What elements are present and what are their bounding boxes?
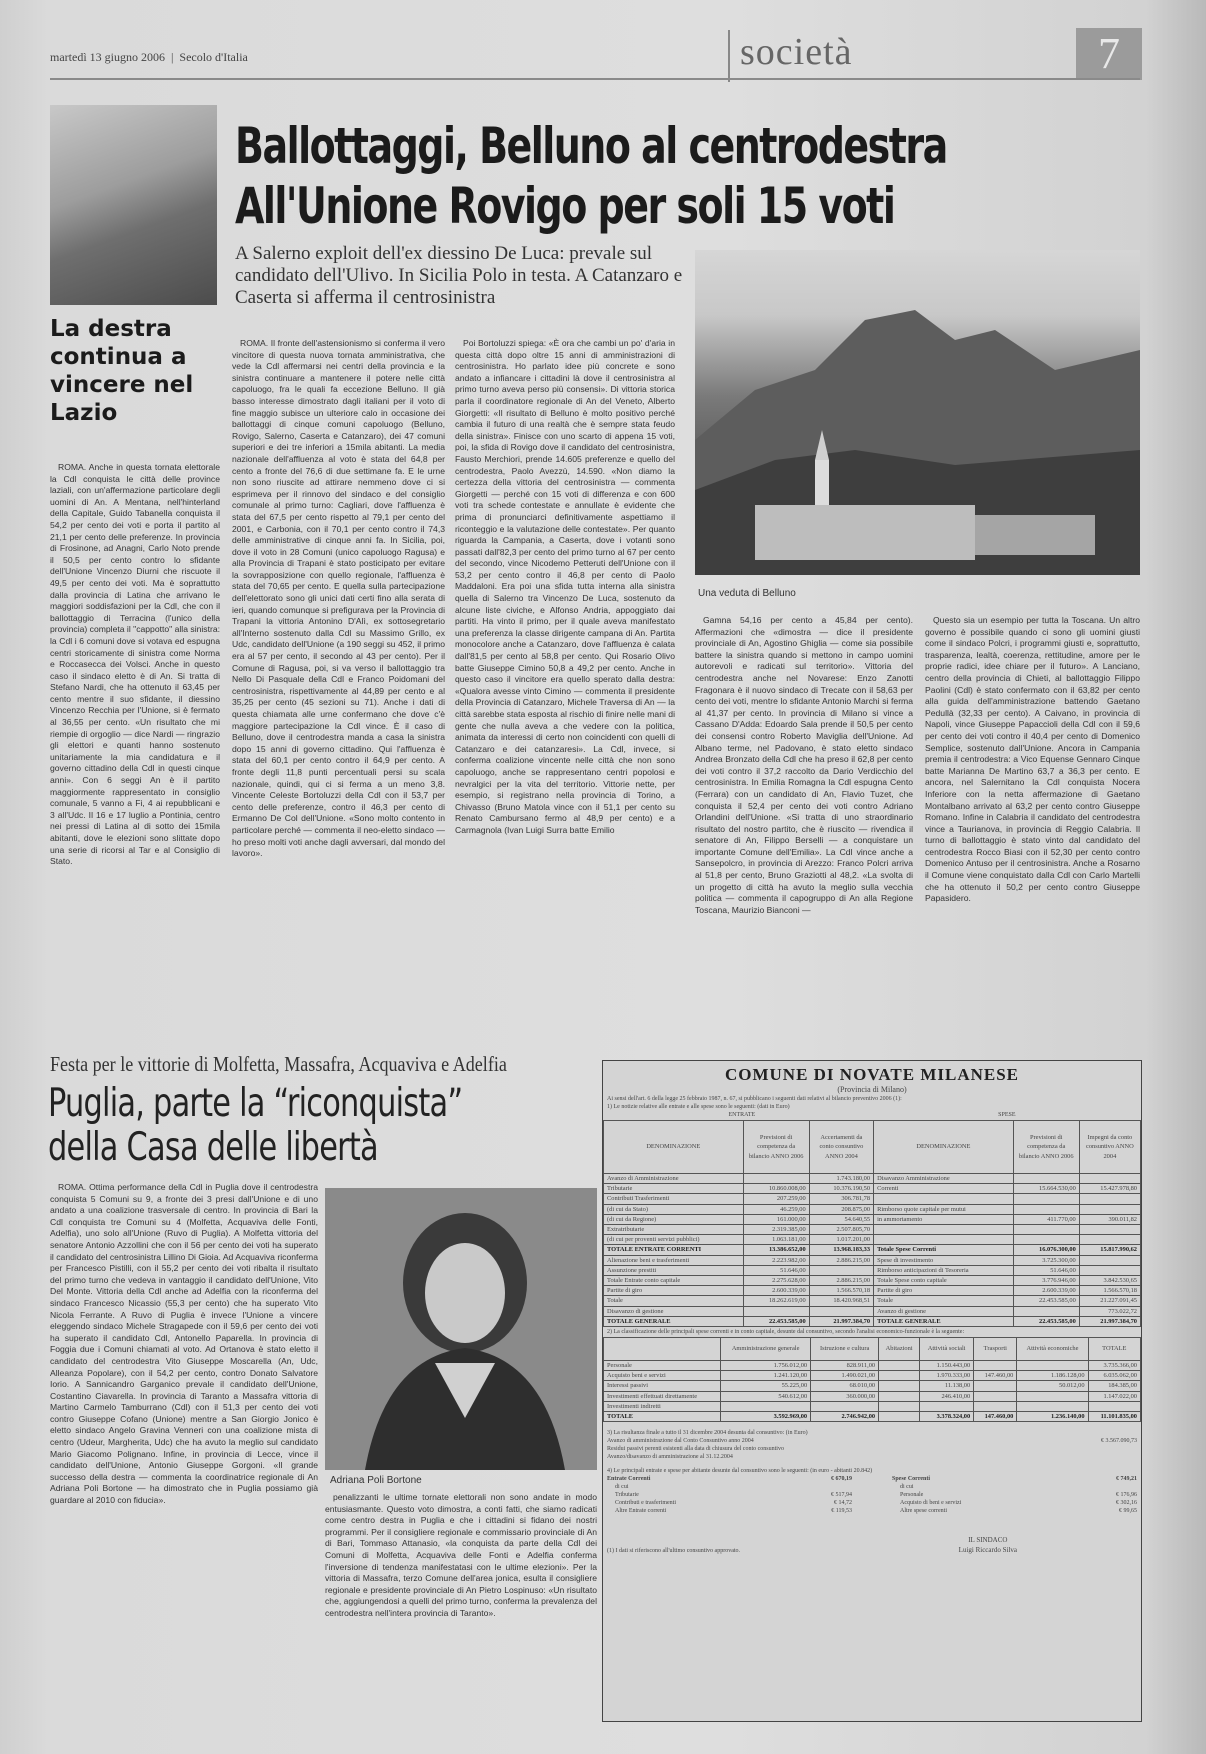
table-row bbox=[604, 1214, 1141, 1224]
table-cell: 360.000,00 bbox=[811, 1391, 879, 1401]
table-row bbox=[604, 1276, 1141, 1286]
table-cell bbox=[879, 1361, 920, 1371]
table-cell: 6.035.062,00 bbox=[1088, 1371, 1140, 1381]
table-cell bbox=[1079, 1255, 1140, 1265]
per-capita-row bbox=[607, 1499, 852, 1507]
table-row bbox=[604, 1255, 1141, 1265]
table-cell bbox=[974, 1361, 1017, 1371]
table-cell bbox=[920, 1401, 974, 1411]
table-cell: Rimborso anticipazioni di Tesoreria bbox=[874, 1265, 1014, 1275]
header-cell: Attività economiche bbox=[1017, 1338, 1088, 1361]
main-column-1 bbox=[232, 338, 445, 1030]
table-cell bbox=[879, 1401, 920, 1411]
per-capita-cell: Tributarie bbox=[615, 1492, 639, 1499]
table-cell: 1.566.570,18 bbox=[809, 1286, 873, 1296]
per-capita-cell: € 302,16 bbox=[1116, 1500, 1137, 1507]
headline-line-2: All'Unione Rovigo per soli 15 voti bbox=[235, 177, 895, 235]
budget-notice bbox=[602, 1060, 1142, 1722]
table-cell: Totale Entrate conto capitale bbox=[604, 1276, 744, 1286]
coast-photo bbox=[50, 105, 217, 305]
newspaper-name: Secolo d'Italia bbox=[179, 50, 248, 64]
table-cell bbox=[879, 1412, 920, 1422]
per-capita-spending bbox=[892, 1475, 1137, 1515]
table-cell: 828.911,00 bbox=[811, 1361, 879, 1371]
table-cell bbox=[974, 1391, 1017, 1401]
table-cell: 18.262.619,00 bbox=[743, 1296, 809, 1306]
table-cell bbox=[879, 1381, 920, 1391]
table-cell: Disavanzo Amministrazione bbox=[874, 1174, 1014, 1184]
table-cell: Assunzione prestiti bbox=[604, 1265, 744, 1275]
table-cell: Totale bbox=[604, 1296, 744, 1306]
mountain-town-image bbox=[695, 250, 1140, 575]
header-cell: DENOMINAZIONE bbox=[874, 1121, 1014, 1174]
woman-portrait-image bbox=[325, 1188, 597, 1470]
table-cell: 1.743.180,00 bbox=[809, 1174, 873, 1184]
table-cell: 306.781,78 bbox=[809, 1194, 873, 1204]
table-cell bbox=[1013, 1306, 1079, 1316]
table-cell: 68.010,00 bbox=[811, 1381, 879, 1391]
notice-section-3: 3) La risultanza finale a tutto il 31 dicembre 2004 desunta dal consuntivo: (in Euro) bbox=[607, 1430, 808, 1437]
issue-date: martedì 13 giugno 2006 bbox=[50, 50, 165, 64]
s3-line: Residui passivi perenti esistenti alla data di chiusura del conto consuntivo bbox=[607, 1446, 784, 1453]
table-cell: 54.640,55 bbox=[809, 1214, 873, 1224]
notice-intro: Ai sensi dell'art. 6 della legge 25 febbraio 1987, n. 67, si pubblicano i seguenti dati relativi al bilancio preventivo 2006 (1): bbox=[607, 1096, 902, 1102]
sidebar-text: ROMA. Anche in questa tornata elettorale la Cdl conquista le città delle province laziali, con un'affermazione particolare degli uomini di An. A Mentana, nell'hinterland della Capitale, Guido Tabanella conquista il 54,2 per cento dei voti e porta il partito al 21,1 per cento delle preferenze. In provincia di Frosinone, ad Anagni, Carlo Noto prende il 50,5 per cento contro lo sfidante dell'Unione Vincenzo Diurni che riscuote il 49,5 per cento dei voti. Ma è soprattutto dalla provincia di Latina che arrivano le maggiori soddisfazioni per la Cdl, che con il ballottaggio di Terracina (l'unico della provincia) completa il "cappotto" alla sinistra: la Cdl i 6 comuni dove si votava ed espugna centri storicamente di sinistra come Norma e Roccasecca dei Volsci. Anche in questo caso il sindaco eletto è di An. Si tratta di Stefano Nardi, che ha ottenuto il 63,45 per cento mentre il suo sfidante, il diessino Vincenzo Recchia per l'Unione, si è fermato al 36,55 per cento. «Un risultato che mi riempie di orgoglio — dice Nardi — ringrazio gli elettori e quanti hanno sostenuto unitariamente la mia candidatura e il governo cittadino della Cdl in questi cinque anni». Con 6 seggi An è il partito maggiormente rappresentato in consiglio comunale, 5 vanno a Fi, 4 ai repubblicani e 3 all'Udc. Il 16 e 17 luglio a Pontinia, centro nei pressi di Latina al di sotto dei 15mila abitanti, dove le elezioni sono slittate dopo una serie di ricorsi al Tar e al Consiglio di Stato. bbox=[50, 462, 220, 867]
table-cell: 21.227.091,45 bbox=[1079, 1296, 1140, 1306]
table-cell: 11.138,00 bbox=[920, 1381, 974, 1391]
s4-title: Entrate Correnti bbox=[607, 1476, 651, 1483]
table-cell: (di cui da Stato) bbox=[604, 1204, 744, 1214]
table-row bbox=[604, 1381, 1141, 1391]
table-row bbox=[604, 1245, 1141, 1255]
signature-name: Luigi Riccardo Silva bbox=[958, 1546, 1017, 1555]
main-text-2: Poi Bortoluzzi spiega: «È ora che cambi un po' d'aria in questa città dopo oltre 15 anni di amministrazioni di centrosinistra. Ho parlato idee più concrete e sono andato a infiancare i cittadini là dove il centrosinistra al primo turno aveva perso più consensi». Di vittoria storica parla il coordinatore regionale di An del Veneto, Alberto Giorgetti: «Il risultato di Belluno è molto positivo perché cambia il futuro di una realtà che è sempre stata feudo della sinistra». Finisce con uno scarto di appena 15 voti, poi, la sfida di Rovigo dove il candidato del centrosinistra, Fausto Merchiori, prende 14.605 preferenze e quello del centrodestra, Paolo Avezzù, 14.590. «Non diamo la certezza della vittoria del centrosinistra — commenta Giorgetti — perché con 15 voti di differenza e con 600 voti tra schede contestate e annullate è evidente che prima di pronunciarci definitivamente aspettiamo il riconteggio e la valutazione delle contestate». Per quanto riguarda la Campania, a Caserta, dove i votanti sono passati dall'82,3 per cento del primo turno al 67 per cento del secondo, vince Nicodemo Petteruti dell'Unione con il 53,2 per cento contro il 46,8 per cento di Paolo Maddaloni. Era poi una sfida tutta interna alla sinistra quella di Salerno tra Vincenzo De Luca, sostenuto da alcune liste civiche, e Alfonso Andria, appoggiato dai partiti. Ha vinto il primo, per il quale aveva manifestato una preferenza la classe dirigente campana di An. Partita monocolore anche a Catanzaro, dove l'affluenza è calata dall'81,5 per cento al 58,8 per cento. Qui Rosario Olivo batte Giuseppe Cimino 50,8 a 49,2 per cento. Anche in questo caso il vincitore era quello sperato dalla destra: «Qualora avesse vinto Cimino — commenta il presidente della Provincia di Catanzaro, Michele Traversa di An — la città sarebbe stata esposta al rischio di finire nelle mani di gente che nulla aveva a che vedere con la politica, animata da interessi di certo non coincidenti con quelli di Catanzaro e dei catanzaresi». La Cdl, invece, si conferma coalizione vincente nelle città che non sono capoluogo, anche se rappresentano centri popolosi e nevralgici per la vita del territorio. Vittorie nette, per esempio, si registrano nella provincia di Torino, a Chivasso (Bruno Matola vince con il 51,1 per cento su Renato Cambursano fermo al 48,9 per cento) e a Carmagnola (Ivan Luigi Surra batte Emilio bbox=[455, 338, 675, 835]
puglia-text-1: ROMA. Ottima performance della Cdl in Puglia dove il centrodestra conquista 5 Comuni su 9, a fronte dei 3 presi dall'Unione e di uno andato a una coalizione trasversale di centro. In provincia di Bari la Cdl conquista tre Comuni su 4 (Molfetta, Acquaviva delle Fonti, Adelfia), uno solo all'Unione (Ruvo di Puglia). A Molfetta vittoria del senatore Antonio Azzollini che con il 56 per cento dei voti ha superato il candidato del centrosinistra Lillino Di Gioia. Ad Acquaviva riconferma per Francesco Pistilli, con il 55,2 per cento dei voti ribalta il risultato del primo turno che vedeva in vantaggio il candidato dell'Unione, Vito Del Monte. Vittoria della Cdl anche ad Adelfia con la riconferma del sindaco Francesco Nicassio (55,3 per cento) che ha superato Vito Nicola Ferrante. A Ruvo di Puglia è invece l'Unione a vincere eleggendo sindaco Michele Stragapede con il 59,6 per cento dei voti ha superato il candidato Cdl, Antonello Paparella. In provincia di Foggia due i Comuni chiamati al voto. Ad Ortanova è stato eletto il candidato del centrodestra Vito Giuseppe Moscarella (An, Udc, Alleanza Popolare), con il 54,2 per cento, contro Donato Salvatore Iorio. A Sannicandro Garganico prevale il candidato dell'Unione, Costantino Ciavarella. In provincia di Taranto a Massafra vittoria di Martino Carmelo Tamburrano (Cdl) con il 51,3 per cento dei voti contro Giuseppe Cofano (Unione) mentre a San Giorgio Jonico è eletto sindaco Angelo Gravina Venneri con una coalizione mista di centro (Udeur, Margherita, Udc) che ha avuto la meglio sul candidato Mario Giacomo Polignano. Infine, in provincia di Lecce, vince il candidato dell'Unione, Antonio Giuseppe Gorgoni. «Il grande successo della destra — commenta la coordinatrice regionale di An Adriana Poli Bortone — ha dimostrato che in Puglia possiamo già guardare al 2010 con fiducia». bbox=[50, 1182, 318, 1506]
table-cell: 55.225,00 bbox=[721, 1381, 811, 1391]
table-cell: 22.453.585,00 bbox=[743, 1316, 809, 1326]
main-column-2 bbox=[455, 338, 675, 1030]
table-cell: 184.385,00 bbox=[1088, 1381, 1140, 1391]
table-cell bbox=[1079, 1265, 1140, 1275]
table-cell bbox=[1017, 1361, 1088, 1371]
table-row bbox=[604, 1306, 1141, 1316]
table-cell bbox=[809, 1306, 873, 1316]
table-cell: 51.646,00 bbox=[743, 1265, 809, 1275]
table-cell: 11.101.835,00 bbox=[1088, 1412, 1140, 1422]
table-cell bbox=[1013, 1235, 1079, 1245]
table-cell bbox=[1079, 1194, 1140, 1204]
puglia-column-2 bbox=[325, 1492, 597, 1720]
table-cell: Totale Spese Correnti bbox=[874, 1245, 1014, 1255]
table-cell: 246.410,00 bbox=[920, 1391, 974, 1401]
main-column-4 bbox=[925, 615, 1140, 1030]
table-row bbox=[604, 1174, 1141, 1184]
table-cell: 15.664.530,00 bbox=[1013, 1184, 1079, 1194]
table-cell: 51.646,00 bbox=[1013, 1265, 1079, 1275]
s3-line: Avanzo/disavanzo di amministrazione al 31.12.2004 bbox=[607, 1454, 733, 1461]
table-cell: 10.860.008,00 bbox=[743, 1184, 809, 1194]
portrait-caption: Adriana Poli Bortone bbox=[330, 1475, 422, 1486]
table-cell: 15.427.978,80 bbox=[1079, 1184, 1140, 1194]
table-cell: 3.725.300,00 bbox=[1013, 1255, 1079, 1265]
per-capita-row bbox=[892, 1483, 1137, 1491]
table-cell bbox=[879, 1391, 920, 1401]
table-cell: 50.012,00 bbox=[1017, 1381, 1088, 1391]
table-cell: 1.186.128,00 bbox=[1017, 1371, 1088, 1381]
notice-section-1: 1) Le notizie relative alle entrate e alle spese sono le seguenti: (dati in Euro) bbox=[607, 1104, 790, 1110]
table-cell: TOTALE GENERALE bbox=[874, 1316, 1014, 1326]
table-cell: Alienazione beni e trasferimenti bbox=[604, 1255, 744, 1265]
table-cell: 10.376.190,50 bbox=[809, 1184, 873, 1194]
notice-section-2: 2) La classificazione delle principali spese correnti e in conto capitale, desunte dal consuntivo, secondo l'analisi economico-funzionale è la seguente: bbox=[607, 1329, 965, 1336]
header-rule bbox=[50, 78, 1140, 80]
table-cell: 3.776.946,00 bbox=[1013, 1276, 1079, 1286]
table-cell: Disavanzo di gestione bbox=[604, 1306, 744, 1316]
header-cell: TOTALE bbox=[1088, 1338, 1140, 1361]
table-cell: Interessi passivi bbox=[604, 1381, 721, 1391]
table-cell: 2.275.628,00 bbox=[743, 1276, 809, 1286]
table-cell: 2.319.385,00 bbox=[743, 1225, 809, 1235]
per-capita-cell: € 176,96 bbox=[1116, 1492, 1137, 1499]
main-headline bbox=[235, 116, 1145, 236]
spese-label: SPESE bbox=[998, 1112, 1016, 1118]
table-cell: 1.756.012,00 bbox=[721, 1361, 811, 1371]
table-cell bbox=[743, 1174, 809, 1184]
per-capita-row bbox=[892, 1491, 1137, 1499]
table-cell: 1.063.181,00 bbox=[743, 1235, 809, 1245]
puglia-text-2: penalizzanti le ultime tornate elettorali non sono andate in modo entusiasmante. Questo voto dimostra, a conti fatti, che siamo radicati come centro destra in Puglia e che i cittadini si fidano dei nostri programmi. Per il consigliere regionale e commissario provinciale di An di Bari, Tommaso Attanasio, «la conquista da parte della Cdl dei Comuni di Molfetta, Acquaviva delle Fonti e Adelfia conferma l'inversione di tendenza manifestatasi con le ultime elezioni». Per la vittoria di Massafra, terzo Comune dell'area jonica, esulta il consigliere regionale e presidente provinciale di An Pietro Lospinuso: «Un risultato che, aggiungendosi a quelli del primo turno, conferma la prevalenza del centrodestra nell'intera provincia di Taranto». bbox=[325, 1492, 597, 1618]
header-cell: Trasporti bbox=[974, 1338, 1017, 1361]
header-cell: Abitazioni bbox=[879, 1338, 920, 1361]
table-cell: 18.420.968,51 bbox=[809, 1296, 873, 1306]
s4-total: € 749,21 bbox=[1116, 1476, 1137, 1483]
table-cell: TOTALE bbox=[604, 1412, 721, 1422]
belluno-photo bbox=[695, 250, 1140, 575]
table-cell: 161.000,00 bbox=[743, 1214, 809, 1224]
table-cell: 1.970.333,00 bbox=[920, 1371, 974, 1381]
table-row bbox=[604, 1316, 1141, 1326]
table-row bbox=[604, 1296, 1141, 1306]
notice-title: COMUNE DI NOVATE MILANESE bbox=[724, 1065, 1020, 1084]
table-cell: Investimenti effettuati direttamente bbox=[604, 1391, 721, 1401]
table-cell: TOTALE ENTRATE CORRENTI bbox=[604, 1245, 744, 1255]
table-cell: 22.453.585,00 bbox=[1013, 1316, 1079, 1326]
notice-section-4: 4) Le principali entrate e spese per abitante desunte dal consuntivo sono le seguenti: (in euro - abitanti 20.842) bbox=[607, 1468, 873, 1475]
per-capita-cell: € 119,53 bbox=[831, 1508, 852, 1515]
table-row bbox=[604, 1235, 1141, 1245]
portrait-photo bbox=[325, 1188, 597, 1470]
table-cell: Avanzo di Amministrazione bbox=[604, 1174, 744, 1184]
function-table bbox=[603, 1337, 1141, 1422]
table-cell: Spese di investimento bbox=[874, 1255, 1014, 1265]
per-capita-cell: € 14,72 bbox=[834, 1500, 852, 1507]
puglia-column-1 bbox=[50, 1182, 318, 1720]
s4-total: € 670,19 bbox=[831, 1476, 852, 1483]
page-number: 7 bbox=[1076, 28, 1142, 80]
table-cell: Totale bbox=[874, 1296, 1014, 1306]
table-row bbox=[604, 1361, 1141, 1371]
per-capita-row bbox=[892, 1499, 1137, 1507]
per-capita-cell: € 99,65 bbox=[1119, 1508, 1137, 1515]
table-cell: 13.968.183,33 bbox=[809, 1245, 873, 1255]
per-capita-row bbox=[607, 1507, 852, 1515]
table-cell bbox=[1017, 1401, 1088, 1411]
table-cell: 1.490.021,00 bbox=[811, 1371, 879, 1381]
table-cell bbox=[874, 1235, 1014, 1245]
table-cell: 773.022,72 bbox=[1079, 1306, 1140, 1316]
table-cell bbox=[874, 1225, 1014, 1235]
main-deck: A Salerno exploit dell'ex diessino De Luca: prevale sul candidato dell'Ulivo. In Sicilia Polo in testa. A Catanzaro e Caserta si afferma il centrosinistra bbox=[235, 243, 683, 308]
puglia-kicker: Festa per le vittorie di Molfetta, Massafra, Acquaviva e Adelfia bbox=[50, 1052, 507, 1076]
table-cell: 147.460,00 bbox=[974, 1371, 1017, 1381]
table-cell bbox=[1079, 1204, 1140, 1214]
table-row bbox=[604, 1265, 1141, 1275]
headline-line-1: Ballottaggi, Belluno al centrodestra bbox=[235, 117, 947, 175]
table-cell bbox=[974, 1381, 1017, 1391]
table-cell: TOTALE GENERALE bbox=[604, 1316, 744, 1326]
issue-dateline: martedì 13 giugno 2006 | Secolo d'Italia bbox=[50, 50, 248, 64]
header-cell: Istruzione e cultura bbox=[811, 1338, 879, 1361]
table-cell: Investimenti indiretti bbox=[604, 1401, 721, 1411]
section-title: società bbox=[740, 31, 853, 73]
table-cell: Extratributarie bbox=[604, 1225, 744, 1235]
table-row bbox=[604, 1401, 1141, 1411]
table-cell: 2.600.339,00 bbox=[1013, 1286, 1079, 1296]
per-capita-cell: Personale bbox=[900, 1492, 924, 1499]
table-cell: 540.612,00 bbox=[721, 1391, 811, 1401]
per-capita-cell: Altre spese correnti bbox=[900, 1508, 947, 1515]
table-cell: 46.259,00 bbox=[743, 1204, 809, 1214]
puglia-headline-1: Puglia, parte la “riconquista” bbox=[48, 1081, 463, 1126]
table-cell: 3.378.324,00 bbox=[920, 1412, 974, 1422]
table-cell: Avanzo di gestione bbox=[874, 1306, 1014, 1316]
table-cell: 390.011,82 bbox=[1079, 1214, 1140, 1224]
puglia-headline bbox=[48, 1082, 608, 1170]
header-cell: Attività sociali bbox=[920, 1338, 974, 1361]
table-cell: 207.259,00 bbox=[743, 1194, 809, 1204]
header-cell bbox=[604, 1338, 721, 1361]
table-cell: 3.842.530,65 bbox=[1079, 1276, 1140, 1286]
table-cell bbox=[1079, 1225, 1140, 1235]
s3-value: € 3.567.090,73 bbox=[1101, 1438, 1137, 1445]
table-cell bbox=[1013, 1204, 1079, 1214]
main-text-4: Questo sia un esempio per tutta la Toscana. Un altro governo è possibile quando ci sono gli uomini giusti come il sindaco Polcri, i programmi giusti e, soprattutto, trasparenza, lealtà, coerenza, rettitudine, amore per le proprie radici, idee chiare per il futuro». A Lanciano, centro della provincia di Chieti, al ballottaggio Filippo Paolini (Cdl) è stato confermato con il 63,82 per cento alla guida dell'amministrazione battendo Gaetano Pedullà (32,33 per cento). A Caivano, in provincia di Napoli, vince Giuseppe Papaccioli della Cdl con il 59,6 per cento dei voti contro il 40,4 per cento di Domenico Semplice, sostenuto dall'Unione. Ancora in Campania premia il centrodestra: a Vico Equense Gennaro Cinque batte Marianna De Martino 63,7 a 36,3 per cento. E ancora, nel Salernitano la Cdl conquista Nocera Inferiore con la netta affermazione di Gaetano Montalbano arrivato al 63,2 per cento contro Giuseppe Romano. Infine in Calabria il candidato del centrodestra vince a Taurianova, in provincia di Reggio Calabria. Il turno di ballottaggio è stato vinto dal candidato del centrodestra Rocco Biasi con il 52,30 per cento contro Domenico Antuso per il centrosinistra. Anche a Rosarno il Comune viene conquistato dalla Cdl con Carlo Martelli che ha ottenuto il 50,2 per cento contro Giuseppe Papasidero. bbox=[925, 615, 1140, 904]
per-capita-cell: Altre Entrate correnti bbox=[615, 1508, 667, 1515]
header-cell: DENOMINAZIONE bbox=[604, 1121, 744, 1174]
table-cell: 2.600.339,00 bbox=[743, 1286, 809, 1296]
table-cell: 1.241.120,00 bbox=[721, 1371, 811, 1381]
table-cell: 21.997.384,70 bbox=[809, 1316, 873, 1326]
table-row bbox=[604, 1286, 1141, 1296]
table-cell: Partite di giro bbox=[874, 1286, 1014, 1296]
per-capita-row bbox=[892, 1507, 1137, 1515]
table-row bbox=[604, 1194, 1141, 1204]
notice-subtitle: (Provincia di Milano) bbox=[837, 1085, 907, 1094]
table-cell: 2.223.982,00 bbox=[743, 1255, 809, 1265]
table-cell bbox=[1088, 1401, 1140, 1411]
table-cell: Rimborso quote capitale per mutui bbox=[874, 1204, 1014, 1214]
table-cell bbox=[879, 1371, 920, 1381]
table-cell bbox=[974, 1401, 1017, 1411]
table-cell bbox=[811, 1401, 879, 1411]
table-cell: Tributarie bbox=[604, 1184, 744, 1194]
table-cell: Partite di giro bbox=[604, 1286, 744, 1296]
belluno-photo-caption: Una veduta di Belluno bbox=[698, 588, 796, 599]
s4-title: Spese Correnti bbox=[892, 1476, 931, 1483]
header-cell: Accertamenti da conto consuntivo ANNO 2004 bbox=[809, 1121, 873, 1174]
table-cell: (di cui da Regione) bbox=[604, 1214, 744, 1224]
table-cell: 1.017.201,00 bbox=[809, 1235, 873, 1245]
table-cell bbox=[1013, 1174, 1079, 1184]
table-cell bbox=[1013, 1225, 1079, 1235]
table-cell: 2.746.942,00 bbox=[811, 1412, 879, 1422]
table-row bbox=[604, 1412, 1141, 1422]
table-cell bbox=[1079, 1174, 1140, 1184]
budget-table bbox=[603, 1120, 1141, 1327]
main-text-1: ROMA. Il fronte dell'astensionismo si conferma il vero vincitore di questa nuova tornata amministrativa, che vede la Cdl affermarsi nei centri della provincia e la sinistra continuare a mantenere il potere nelle città capoluogo, fra le quali fa eccezione Belluno. Il già basso interesse dimostrato dagli italiani per il voto di fine maggio subisce un ulteriore calo in occasione dei ballottaggi di cinque comuni capoluogo (Belluno, Rovigo, Salerno, Caserta e Catanzaro), dei 47 comuni superiori e dei tre inferiori a 15mila abitanti. La media nazionale dell'affluenza al voto è stata del 64,8 per cento a fronte del 76,6 di due settimane fa. E le urne non sono riuscite ad attirare nemmeno dove ci si esprimeva per il rinnovo del sindaco e del consiglio comunale al primo turno: Cagliari, dove l'affluenza è stata del 67,5 per cento rispetto al 79,1 per cento del 2001, e Carbonia, con il 70,1 per cento contro il 74,3 delle amministrative di cinque anni fa. In Sicilia, poi, dove il voto in 28 Comuni (unico capoluogo Ragusa) e alla Provincia di Trapani è stato posticipato per evitare la sovrapposizione con quello regionale, l'affluenza è stata del 70,65 per cento. E quella sulla partecipazione dell'elettorato sono gli unici dati certi fino alla serata di ieri, quando comunque si prefigurava per la Provincia di Trapani la vittoria Antonino D'Alì, ex sottosegretario all'Interno sostenuto dalla Cdl su Massimo Grillo, ex Udc, candidato dell'Unione (a 190 seggi su 452, il primo era al 57 per cento, il secondo al 43 per cento). Per il Comune di Ragusa, poi, si va verso il ballottaggio tra Nello Di Pasquale della Cdl e Franco Poidomani del centrosinistra, rispettivamente al 44,89 per cento e al 35,25 per cento (45 sezioni su 71). Anche i dati di questa chiamata alle urne confermano che dove c'è maggiore partecipazione la Cdl vince. È il caso di Belluno, dove il centrodestra manda a casa la sinistra dopo 15 anni di governo cittadino. Qui l'affluenza è stata del 60,1 per cento contro il 64,9 per cento. A fronte degli 11,8 punti percentuali persi su scala nazionale, quindi, qui ci si ferma a un meno 3,8. Vincente Celeste Bortoluzzi della Cdl con il 53,7 per cento delle preferenze, contro il 46,3 per cento di Ermanno De Col dell'Unione. «Sono molto contento in particolare perché — commenta il neo-eletto sindaco — ho preso molti voti anche dagli avversari, dal mondo del lavoro». bbox=[232, 338, 445, 859]
table-cell: Totale Spese conto capitale bbox=[874, 1276, 1014, 1286]
table-row bbox=[604, 1184, 1141, 1194]
table-cell: Contributi Trasferimenti bbox=[604, 1194, 744, 1204]
table-cell bbox=[1013, 1194, 1079, 1204]
table-cell: 15.817.990,62 bbox=[1079, 1245, 1140, 1255]
per-capita-cell: di cui bbox=[615, 1484, 629, 1491]
main-text-3: Gamna 54,16 per cento a 45,84 per cento). Affermazioni che «dimostra — dice il presidente provinciale di An, Agostino Ghiglia — come sia possibile battere la sinistra quando si mettono in campo uomini autorevoli e radicati sul territorio». Vittoria del centrodestra anche nel Novarese: Enzo Zanotti Fragonara è il nuovo sindaco di Trecate con il 58,63 per cento dei voti, mentre lo sfidante Antonio Marchi si ferma al 41,37 per cento. In provincia di Milano si vince a Cassano D'Adda: Edoardo Sala prende il 50,5 per cento dei consensi contro Roberto Maviglia dell'Unione. Ad Albano terme, nel Padovano, è stato eletto sindaco Andrea Bronzato della Cdl che ha preso il 62,8 per cento dei voti contro il 37,2 raccolto da Dario Verdicchio del centrosinistra. In Emilia Romagna la Cdl espugna Cento (Ferrara) con un candidato di An, Flavio Tuzet, che conquista il 52,4 per cento dei voti contro Adriano Orlandini dell'Unione. «Si tratta di uno straordinario risultato del nostro partito, che è riuscito — rivendica il senatore di An, Filippo Berselli — a conquistare un importante Comune dell'Emilia». La Cdl vince anche a Sansepolcro, in provincia di Arezzo: Franco Polcri arriva al 51,8 per cento, Bruno Graziotti al 48,2. «La svolta di un progetto di città ha avuto la meglio sulla vecchia politica — commenta il capogruppo di An alla Regione Toscana, Maurizio Bianconi — bbox=[695, 615, 913, 915]
table-cell: 1.150.443,00 bbox=[920, 1361, 974, 1371]
table-cell: 2.886.215,00 bbox=[809, 1276, 873, 1286]
puglia-headline-2: della Casa delle libertà bbox=[48, 1125, 378, 1170]
table-cell bbox=[743, 1306, 809, 1316]
table-cell bbox=[1079, 1235, 1140, 1245]
table-cell bbox=[721, 1401, 811, 1411]
table-cell: Personale bbox=[604, 1361, 721, 1371]
table-cell: 13.386.652,00 bbox=[743, 1245, 809, 1255]
header-cell: Impegni da conto consuntivo ANNO 2004 bbox=[1079, 1121, 1140, 1174]
signature-role: IL SINDACO bbox=[968, 1536, 1008, 1545]
table-cell: 2.507.805,70 bbox=[809, 1225, 873, 1235]
table-cell: 411.770,00 bbox=[1013, 1214, 1079, 1224]
table-cell: 16.076.300,00 bbox=[1013, 1245, 1079, 1255]
table-cell: (di cui per proventi servizi pubblici) bbox=[604, 1235, 744, 1245]
table-row bbox=[604, 1391, 1141, 1401]
per-capita-cell: € 517,94 bbox=[831, 1492, 852, 1499]
header-divider bbox=[728, 30, 730, 82]
per-capita-cell: Contributi e trasferimenti bbox=[615, 1500, 676, 1507]
table-cell: in ammortamento bbox=[874, 1214, 1014, 1224]
per-capita-row bbox=[607, 1491, 852, 1499]
table-cell: 147.460,00 bbox=[974, 1412, 1017, 1422]
table-row bbox=[604, 1204, 1141, 1214]
table-cell: 1.566.570,18 bbox=[1079, 1286, 1140, 1296]
table-cell: 3.592.969,00 bbox=[721, 1412, 811, 1422]
entrate-label: ENTRATE bbox=[728, 1112, 756, 1118]
header-cell: Amministrazione generale bbox=[721, 1338, 811, 1361]
table-cell bbox=[1017, 1391, 1088, 1401]
table-cell bbox=[874, 1194, 1014, 1204]
s3-line: Avanzo di amministrazione dal Conto Consuntivo anno 2004 bbox=[607, 1438, 754, 1445]
per-capita-cell: di cui bbox=[900, 1484, 914, 1491]
header-cell: Previsioni di competenza da bilancio ANNO 2006 bbox=[743, 1121, 809, 1174]
table-row bbox=[604, 1371, 1141, 1381]
table-cell: 208.875,00 bbox=[809, 1204, 873, 1214]
sidebar-headline: La destra continua a vincere nel Lazio bbox=[50, 316, 194, 426]
table-cell: 3.735.366,00 bbox=[1088, 1361, 1140, 1371]
table-row bbox=[604, 1225, 1141, 1235]
table-cell: Acquisto beni e servizi bbox=[604, 1371, 721, 1381]
table-cell: 1.236.140,00 bbox=[1017, 1412, 1088, 1422]
sidebar-body bbox=[50, 462, 220, 1030]
main-column-3 bbox=[695, 615, 913, 1030]
per-capita-income bbox=[607, 1475, 852, 1515]
table-cell: 21.997.384,70 bbox=[1079, 1316, 1140, 1326]
header-cell: Previsioni di competenza da bilancio ANNO 2006 bbox=[1013, 1121, 1079, 1174]
per-capita-row bbox=[607, 1483, 852, 1491]
notice-footnote: (1) I dati si riferiscono all'ultimo consuntivo approvato. bbox=[607, 1548, 741, 1555]
table-cell: 2.886.215,00 bbox=[809, 1255, 873, 1265]
table-cell bbox=[809, 1265, 873, 1275]
table-cell: 1.147.022,00 bbox=[1088, 1391, 1140, 1401]
table-cell: Correnti bbox=[874, 1184, 1014, 1194]
per-capita-cell: Acquisto di beni e servizi bbox=[900, 1500, 962, 1507]
table-cell: 22.453.585,00 bbox=[1013, 1296, 1079, 1306]
